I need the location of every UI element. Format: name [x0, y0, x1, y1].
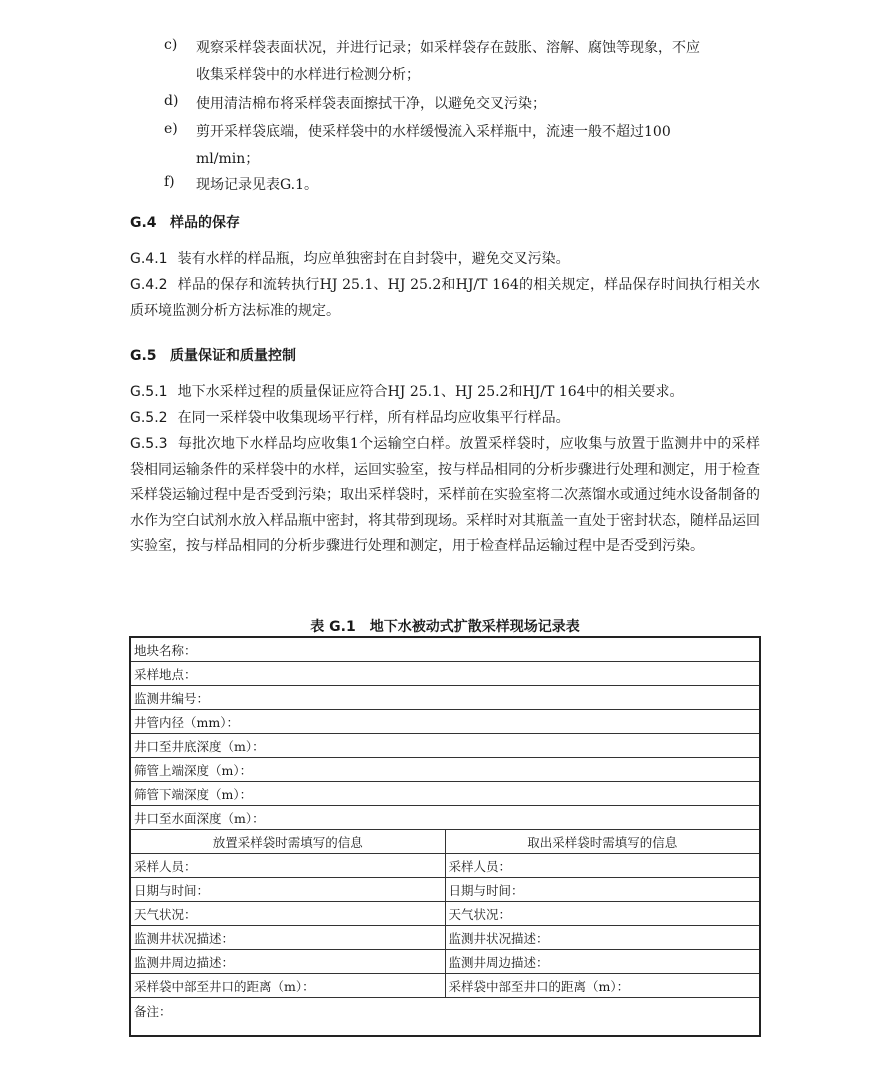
list-label: c): [164, 37, 178, 53]
clause-number: G.5.1: [130, 384, 168, 400]
paragraph-g5-3: [130, 432, 760, 560]
retrieve-surroundings: 监测井周边描述：: [445, 950, 760, 974]
retrieve-weather: 天气状况：: [445, 902, 760, 926]
table-row: [130, 734, 760, 758]
table-caption: 表 G.1 地下水被动式扩散采样现场记录表: [310, 619, 580, 635]
list-item-e-line-2: ml/min；: [196, 151, 260, 167]
clause-text: 样品的保存和流转执行HJ 25.1、HJ 25.2和HJ/T 164的相关规定，样品保存时间执行相关水质环境监测分析方法标准的规定。: [130, 277, 760, 319]
field-screen-top-depth: 筛管上端深度（m）：: [130, 758, 760, 782]
table-row: [130, 998, 760, 1037]
retrieve-sampler: 采样人员：: [445, 854, 760, 878]
field-well-id: 监测井编号：: [130, 686, 760, 710]
section-title: 质量保证和质量控制: [170, 348, 296, 364]
clause-number: G.5.2: [130, 410, 168, 426]
list-item-f-line-1: 现场记录见表G.1。: [196, 177, 319, 193]
section-heading-g4: [130, 212, 240, 232]
clause-text: 地下水采样过程的质量保证应符合HJ 25.1、HJ 25.2和HJ/T 164中的相关要求。: [177, 384, 684, 400]
retrieve-datetime: 日期与时间：: [445, 878, 760, 902]
paragraph-g5-1: [130, 380, 760, 406]
paragraph-g4-1: [130, 247, 760, 273]
paragraph-g5-2: [130, 406, 760, 432]
table-row: [130, 806, 760, 830]
table-row: [130, 830, 760, 854]
deployment-header: 放置采样袋时需填写的信息: [130, 830, 445, 854]
list-item-c-line-1: 观察采样袋表面状况，并进行记录；如采样袋存在鼓胀、溶解、腐蚀等现象，不应: [196, 40, 700, 56]
clause-text: 在同一采样袋中收集现场平行样，所有样品均应收集平行样品。: [177, 410, 570, 426]
deploy-bag-depth: 采样袋中部至井口的距离（m）：: [130, 974, 445, 998]
table-row: [130, 974, 760, 998]
clause-text: 装有水样的样品瓶，均应单独密封在自封袋中，避免交叉污染。: [177, 251, 570, 267]
table-row: [130, 926, 760, 950]
list-label: d): [164, 93, 179, 109]
field-casing-diameter: 井管内径（mm）：: [130, 710, 760, 734]
field-water-depth: 井口至水面深度（m）：: [130, 806, 760, 830]
table-row: [130, 782, 760, 806]
table-row: [130, 758, 760, 782]
list-item-d-line-1: 使用清洁棉布将采样袋表面擦拭干净，以避免交叉污染；: [196, 96, 546, 112]
table-row: [130, 710, 760, 734]
field-site-name: 地块名称：: [130, 637, 760, 662]
deploy-weather: 天气状况：: [130, 902, 445, 926]
field-sampling-location: 采样地点：: [130, 662, 760, 686]
record-table: [129, 636, 761, 1037]
clause-number: G.4.2: [130, 277, 168, 293]
retrieve-bag-depth: 采样袋中部至井口的距离（m）：: [445, 974, 760, 998]
deploy-well-condition: 监测井状况描述：: [130, 926, 445, 950]
field-well-depth: 井口至井底深度（m）：: [130, 734, 760, 758]
table-row: [130, 686, 760, 710]
retrieve-well-condition: 监测井状况描述：: [445, 926, 760, 950]
section-number: G.4: [130, 215, 157, 231]
deploy-sampler: 采样人员：: [130, 854, 445, 878]
table-row: [130, 902, 760, 926]
table-row: [130, 662, 760, 686]
clause-number: G.4.1: [130, 251, 168, 267]
section-number: G.5: [130, 348, 157, 364]
table-row: [130, 878, 760, 902]
clause-number: G.5.3: [130, 436, 168, 452]
clause-text: 每批次地下水样品均应收集1个运输空白样。放置采样袋时，应收集与放置于监测井中的采样袋相同运输条件的采样袋中的水样，运回实验室，按与样品相同的分析步骤进行处理和测定，用于检查采样袋运输过程中是否受到污染；取出采样袋时，采样前在实验室将二次蒸馏水或通过纯水设备制备的水作为空白试剂水放入样品瓶中密封，将其带到现场。采样时对其瓶盖一直处于密封状态，随样品运回实验室，按与样品相同的分析步骤进行处理和测定，用于检查样品运输过程中是否受到污染。: [130, 436, 760, 554]
field-screen-bottom-depth: 筛管下端深度（m）：: [130, 782, 760, 806]
section-title: 样品的保存: [170, 215, 240, 231]
table-row: [130, 637, 760, 662]
list-label: e): [164, 121, 178, 137]
table-row: [130, 854, 760, 878]
list-label: f): [164, 174, 175, 190]
field-notes: 备注：: [130, 998, 760, 1037]
deploy-datetime: 日期与时间：: [130, 878, 445, 902]
paragraph-g4-2: [130, 273, 760, 324]
section-heading-g5: [130, 345, 296, 365]
deploy-surroundings: 监测井周边描述：: [130, 950, 445, 974]
list-item-c-line-2: 收集采样袋中的水样进行检测分析；: [196, 67, 420, 83]
list-item-e-line-1: 剪开采样袋底端，使采样袋中的水样缓慢流入采样瓶中，流速一般不超过100: [196, 124, 671, 140]
retrieval-header: 取出采样袋时需填写的信息: [445, 830, 760, 854]
table-row: [130, 950, 760, 974]
